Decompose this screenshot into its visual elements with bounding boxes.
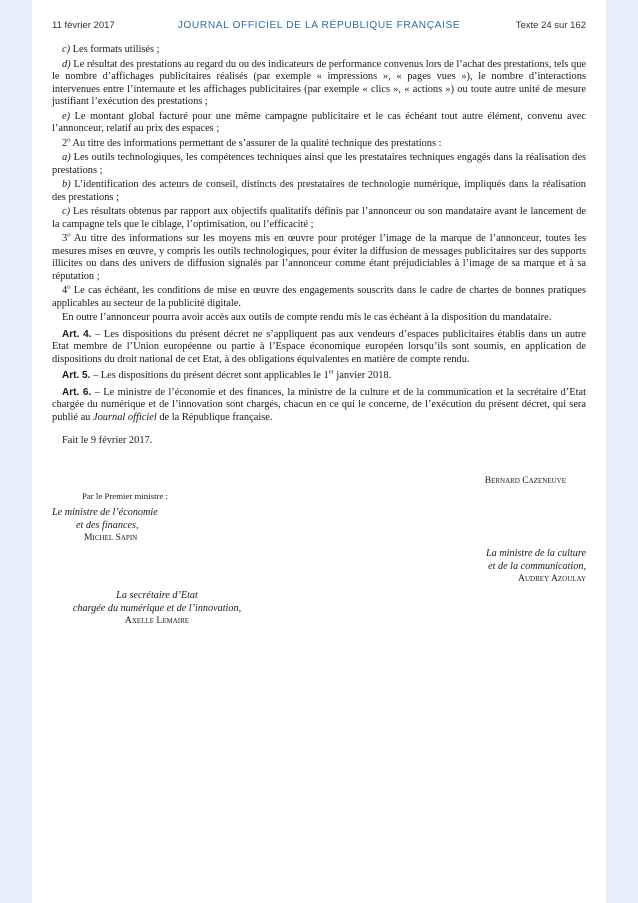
signature-title: chargée du numérique et de l’innovation, [72,602,242,614]
signature-title: et de la communication, [488,560,586,572]
item-superscript: o [67,283,71,291]
item-text: Le montant global facturé pour une même campagne publicitaire et le cas échéant tout autre élément, convenu avec l’annonceur, relatif au prix des espaces ; [52,110,586,134]
signature-title: La ministre de la culture [486,548,586,559]
item-label: c) [62,44,71,55]
signature-economie [52,507,192,545]
signature-numerique [52,590,262,628]
signature-name: Audrey Azoulay [518,573,586,584]
item-label: e) [62,110,71,122]
article-label: Art. 4. [62,328,92,340]
header-date: 11 février 2017 [52,20,115,31]
item-text: Au titre des informations sur les moyens mis en œuvre pour protéger l’image de la marque de l’annonceur, toutes les mesures mises en œuvre, y compris les outils technologiques, pour éviter la diffusion de messages publicitaires sur des supports illicites ou dans des univers de diffusion signalés par l’annonceur comme étant préjudiciables à l’image de sa marque et à sa réputation ; [52,233,586,282]
item-text: Les outils technologiques, les compétences techniques ainsi que les prestataires techniques engagés dans la réalisation des prestations ; [52,152,586,176]
paragraph-c-formats [52,44,586,57]
journal-officiel-italic: Journal officiel [92,411,157,423]
paragraph-b-identification [52,179,586,204]
item-label: a) [62,152,71,163]
item-number: 3 [62,233,68,244]
item-text: L’identification des acteurs de conseil, distincts des prestataires de technologie numérique, impliqués dans la réalisation des prestations ; [52,179,586,203]
article-text: – Les dispositions du présent décret ne s’appliquent pas aux vendeurs d’espaces publicitaires établis dans un autre Etat membre de l’Union européenne ou partie à l’Espace économique européen lorsqu’ils sont soumis, en application de dispositions du droit national de cet Etat, à des obligations équivalentes en matière de compte rendu. [52,328,586,365]
paragraph-3-moyens [52,233,586,283]
item-text: Le résultat des prestations au regard du ou des indicateurs de performance convenus lors de l’achat des prestations, tels que le nombre d’affichages publicitaires réalisés (par exemple « impressions », « pages vues »), le nombre d’interactions intervenues entre l’internaute et les affichages publicitaires (par exemple « clics », « actions ») ou toute autre unité de mesure justifiant l’exécution des prestations ; [52,58,586,107]
article-label: Art. 6. [62,386,92,398]
signature-title: La secrétaire d’Etat [116,590,198,601]
par-le-premier-ministre: Par le Premier ministre : [82,491,168,501]
article-text: – Les dispositions du présent décret sont applicables le 1 [90,370,329,381]
article-label: Art. 5. [62,370,91,381]
paragraph-a-outils [52,152,586,177]
header-page-number: Texte 24 sur 162 [515,20,586,31]
item-number: 4 [62,285,68,296]
article-text: – Le ministre de l’économie et des finances, la ministre de la culture et de la communication et la secrétaire d’Etat chargée du numérique et de l’innovation sont chargés, chacun en ce qui le concerne, de l’exécution du présent décret, qui sera publié au [52,386,586,423]
signature-title: et des finances, [76,519,139,531]
item-text: Au titre des informations permettant de s’assurer de la qualité technique des prestations : [70,137,442,149]
prime-minister-name: Bernard Cazeneuve [484,475,566,486]
item-label: c) [62,206,71,217]
signature-culture [420,548,586,586]
article-4 [52,329,586,367]
paragraph-2-qualite [52,138,586,151]
paragraph-en-outre: En outre l’annonceur pourra avoir accès aux outils de compte rendu mis le cas échéant à la disposition du mandataire. [62,312,552,323]
article-6 [52,387,586,425]
page-header [52,20,586,34]
article-text: janvier 2018. [333,370,392,381]
item-text: Les formats utilisés ; [70,44,160,55]
signature-title: Le ministre de l’économie [52,507,158,518]
paragraph-d-resultat [52,59,586,109]
article-5 [52,370,586,383]
decree-body [52,44,586,426]
date-signed: Fait le 9 février 2017. [62,435,153,446]
signature-name: Axelle Lemaire [124,615,190,626]
article-superscript: er [328,368,334,376]
item-label: d) [62,58,71,70]
item-text: Les résultats obtenus par rapport aux objectifs qualitatifs définis par l’annonceur ou son mandataire avant le lancement de la campagne tels que le ciblage, l’optimisation, ou l’efficacité ; [52,206,586,230]
paragraph-4-chartes [52,285,586,310]
item-text: Le cas échéant, les conditions de mise en œuvre des engagements souscrits dans le cadre de chartes de bonnes pratiques applicables au secteur de la publicité digitale. [52,285,586,309]
article-text: de la République française. [156,411,273,423]
signature-name: Michel Sapin [84,532,138,543]
paragraph-e-montant [52,111,586,136]
header-journal-title: JOURNAL OFFICIEL DE LA RÉPUBLIQUE FRANÇAISE [177,20,461,31]
left-margin-strip [0,0,32,903]
item-number: 2 [62,137,68,149]
item-superscript: o [67,136,71,144]
right-margin-strip [606,0,638,903]
item-superscript: o [67,231,71,239]
paragraph-c-resultats [52,206,586,231]
item-label: b) [62,179,71,190]
